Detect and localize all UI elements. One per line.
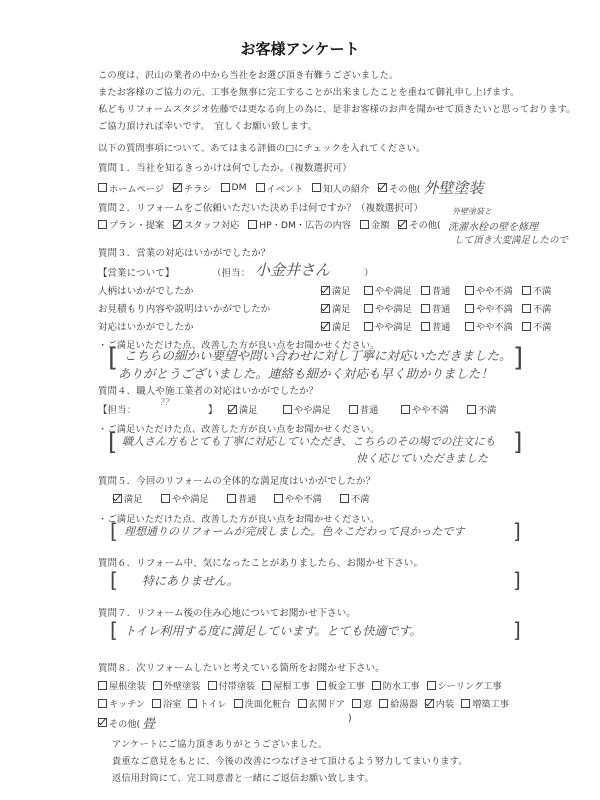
q1-options	[98, 177, 483, 198]
q1-option-event[interactable]: イベント	[256, 181, 304, 195]
q4-comment-line-1[interactable]: 職人さん方もとても丁寧に対応していただき、こちらのその場での注文にも	[122, 435, 496, 448]
checkbox[interactable]	[298, 699, 307, 708]
checkbox[interactable]	[427, 681, 436, 690]
rating-neutral[interactable]: 普通	[227, 491, 274, 505]
q8-option-accessory-paint[interactable]: 付帯塗装	[208, 678, 256, 692]
rating-somewhat-satisfied[interactable]: やや満足	[364, 301, 421, 315]
q5-label: 質問５．今回のリフォームの全体的な満足度はいかがでしたか？	[98, 476, 376, 487]
checkbox[interactable]	[401, 405, 410, 414]
q1-other-text[interactable]: 外壁塗装	[423, 179, 484, 197]
checkbox[interactable]	[465, 304, 474, 313]
rating-dissatisfied[interactable]: 不満	[522, 283, 551, 297]
q8-option-roof-work[interactable]: 屋根工事	[262, 678, 310, 692]
q3-comment-line-2[interactable]: ありがとうございました。連絡も細かく対応も早く助かりました！	[118, 366, 494, 381]
q8-options-row-2	[98, 696, 516, 710]
checkbox-checked[interactable]	[173, 220, 182, 229]
rating-somewhat-satisfied[interactable]: やや満足	[161, 491, 227, 505]
checkbox[interactable]	[364, 286, 373, 295]
checkbox-checked[interactable]	[321, 286, 330, 295]
q3-row-estimate-label: お見積もり内容や説明はいかがでしたか	[98, 304, 271, 315]
rating-satisfied[interactable]: 満足	[321, 319, 364, 333]
bracket-open: [	[110, 568, 118, 592]
checkbox[interactable]	[360, 220, 369, 229]
checkbox[interactable]	[317, 681, 326, 690]
checkbox[interactable]	[208, 681, 217, 690]
q2-other-text-3[interactable]: して頂き大変満足したので	[454, 235, 569, 246]
q6-comment[interactable]: 特にありません。	[142, 574, 239, 588]
checkbox[interactable]	[98, 220, 107, 229]
checkbox[interactable]	[522, 304, 531, 313]
checkbox[interactable]	[262, 681, 271, 690]
checkbox-checked[interactable]	[113, 494, 122, 503]
checkbox[interactable]	[188, 699, 197, 708]
q2-option-other[interactable]: その他(	[398, 217, 440, 231]
checkbox[interactable]	[379, 699, 388, 708]
q2-option-plan[interactable]: プラン・提案	[98, 217, 164, 231]
rating-neutral[interactable]: 普通	[421, 283, 465, 297]
bracket-close: ]	[513, 618, 521, 642]
rating-somewhat-dissatisfied[interactable]: やや不満	[401, 402, 467, 416]
q8-options-row-1	[98, 678, 509, 692]
bracket-close: ]	[513, 428, 523, 456]
rating-somewhat-dissatisfied[interactable]: やや不満	[274, 491, 340, 505]
rating-dissatisfied[interactable]: 不満	[467, 402, 496, 416]
q7-comment[interactable]: トイレ利用する度に満足しています。とても快適です。	[124, 624, 422, 638]
intro-line-2: またお客様のご協力の元、工事を無事に完工することが出来ましたことを重ねて御礼申し上げます。	[98, 87, 520, 98]
q3-label: 質問３．営業の対応はいかがでしたか？	[98, 248, 271, 259]
checkbox[interactable]	[421, 322, 430, 331]
q8-option-water-heater[interactable]: 給湯器	[379, 696, 418, 710]
checkbox-checked[interactable]	[321, 322, 330, 331]
q2-option-staff[interactable]: スタッフ対応	[173, 217, 239, 231]
q8-other-row	[98, 713, 155, 732]
rating-neutral[interactable]: 普通	[421, 319, 465, 333]
q3-row-response-label: 対応はいかがでしたか	[98, 322, 194, 333]
q3-comment-line-1[interactable]: こちらの細かい要望や問い合わせに対し丁寧に対応いただきました。	[124, 348, 512, 363]
q3-row-personality-rating	[321, 283, 551, 297]
checkbox[interactable]	[467, 405, 476, 414]
q8-option-toilet[interactable]: トイレ	[188, 696, 226, 710]
q3-comment-prompt: ・ご満足いただけた点、改善した方が良い点をお聞かせください。	[98, 340, 380, 351]
q1-option-other[interactable]: その他(	[378, 181, 420, 195]
rating-dissatisfied[interactable]: 不満	[522, 319, 551, 333]
rating-somewhat-satisfied[interactable]: やや満足	[364, 283, 421, 297]
intro-line-1: この度は、沢山の業者の中から当社をお選び頂き有難うございました。	[98, 70, 399, 81]
checkbox-checked[interactable]	[425, 699, 434, 708]
q4-staff-name[interactable]: ??	[160, 398, 170, 408]
rating-satisfied[interactable]: 満足	[228, 402, 283, 416]
intro-line-4: ご協力頂ければ幸いです。 宜しくお願い致します。	[98, 121, 318, 132]
checkbox[interactable]	[364, 322, 373, 331]
q2-other-text-1[interactable]: 外壁塗装と	[452, 207, 492, 216]
q1-option-flyer[interactable]: チラシ	[173, 181, 212, 195]
q4-label: 質問４．職人や施工業者の対応はいかがでしたか？	[98, 386, 319, 397]
bracket-open: [	[110, 618, 118, 642]
q5-comment[interactable]: 理想通りのリフォームが完成しました。色々こだわって良かったです	[124, 525, 465, 538]
rating-dissatisfied[interactable]: 不満	[340, 491, 369, 505]
q4-comment-prompt: ・ご満足いただけた点、改善した方が良い点をお聞かせください。	[98, 424, 380, 435]
checkbox[interactable]	[349, 405, 358, 414]
q8-option-extension[interactable]: 増築工事	[461, 696, 509, 710]
checkbox[interactable]	[274, 494, 283, 503]
q3-staff-name[interactable]: 小金井さん	[255, 261, 331, 279]
bracket-close: ]	[513, 343, 524, 373]
q5-rating	[113, 491, 369, 505]
checkbox[interactable]	[227, 494, 236, 503]
checkbox[interactable]	[522, 322, 531, 331]
q1-option-homepage[interactable]: ホームページ	[98, 181, 164, 195]
q3-row-response-rating	[321, 319, 551, 333]
q2-label: 質問２．リフォームをご依頼いただいた決め手は何ですか？（複数選択可）	[98, 203, 424, 214]
checkbox[interactable]	[256, 183, 265, 192]
checkbox[interactable]	[461, 699, 470, 708]
bracket-open: [	[110, 519, 118, 543]
checkbox[interactable]	[421, 286, 430, 295]
q1-option-dm[interactable]: DM	[221, 182, 247, 193]
survey-title: お客様アンケート	[240, 40, 360, 58]
q8-other-close: )	[348, 713, 352, 724]
q4-staff-close: 】	[208, 405, 218, 416]
bracket-close: ]	[513, 568, 521, 592]
bracket-open: [	[108, 343, 119, 373]
q6-label: 質問６．リフォーム中、気になったことがありましたら、お聞かせ下さい。	[98, 558, 424, 569]
checkbox[interactable]	[98, 183, 107, 192]
q8-option-sheet-metal[interactable]: 板金工事	[317, 678, 365, 692]
checkbox[interactable]	[340, 494, 349, 503]
q8-other-text[interactable]: 畳	[142, 717, 156, 732]
closing-line-2: 貴重なご意見をもとに、今後の改善につなげさせて頂けるよう努力してまいります。	[112, 756, 468, 767]
checkbox-checked[interactable]	[398, 220, 407, 229]
checkbox[interactable]	[465, 286, 474, 295]
checkbox[interactable]	[153, 681, 162, 690]
checkbox-checked[interactable]	[228, 405, 237, 414]
rating-somewhat-dissatisfied[interactable]: やや不満	[465, 301, 522, 315]
q8-option-waterproof[interactable]: 防水工事	[372, 678, 420, 692]
intro-line-3: 私どもリフォームスタジオ佐藤では更なる向上の為に、是非お客様のお声を聞かせて頂きたいと思っております。	[98, 104, 576, 115]
checkbox-checked[interactable]	[173, 183, 182, 192]
q2-option-hp-dm-ad[interactable]: HP・DM・広告の内容	[248, 217, 351, 231]
q8-option-roof-paint[interactable]: 屋根塗装	[98, 678, 146, 692]
checkbox[interactable]	[98, 699, 107, 708]
checkbox[interactable]	[522, 286, 531, 295]
checkbox-checked[interactable]	[321, 304, 330, 313]
q1-label: 質問１．当社を知るきっかけは何でしたか。（複数選択可）	[98, 163, 352, 174]
rating-neutral[interactable]: 普通	[349, 402, 401, 416]
q2-option-price[interactable]: 金額	[360, 217, 389, 231]
checkbox-checked[interactable]	[378, 183, 387, 192]
checkbox[interactable]	[372, 681, 381, 690]
q4-rating	[228, 402, 496, 416]
rating-neutral[interactable]: 普通	[421, 301, 465, 315]
checkbox[interactable]	[312, 183, 321, 192]
rating-somewhat-dissatisfied[interactable]: やや不満	[465, 319, 522, 333]
checkbox-checked[interactable]	[98, 718, 107, 727]
q8-option-interior[interactable]: 内装	[425, 696, 454, 710]
checkbox[interactable]	[248, 220, 257, 229]
checkbox[interactable]	[221, 183, 230, 192]
rating-somewhat-dissatisfied[interactable]: やや不満	[465, 283, 522, 297]
rating-satisfied[interactable]: 満足	[321, 301, 364, 315]
rating-satisfied[interactable]: 満足	[113, 491, 161, 505]
checkbox[interactable]	[98, 681, 107, 690]
rating-dissatisfied[interactable]: 不満	[522, 301, 551, 315]
instruction: 以下の質問事項について、あてはまる評価の□にチェックを入れてください。	[98, 143, 426, 154]
q1-option-referral[interactable]: 知人の紹介	[312, 181, 369, 195]
q3-section-label: 【営業について】	[98, 268, 175, 279]
closing-line-1: アンケートにご協力頂きありがとうございました。	[112, 739, 328, 750]
checkbox[interactable]	[421, 304, 430, 313]
q4-staff-label: 【担当：	[98, 405, 137, 416]
closing-line-3: 返信用封筒にて、完工同意書と一緒にご返信お願い致します。	[112, 773, 374, 784]
rating-somewhat-satisfied[interactable]: やや満足	[283, 402, 349, 416]
q8-option-kitchen[interactable]: キッチン	[98, 696, 145, 710]
checkbox[interactable]	[152, 699, 161, 708]
q5-comment-prompt: ・ご満足いただけた点、改善した方が良い点をお聞かせください。	[98, 514, 380, 525]
q8-option-window[interactable]: 窓	[352, 696, 372, 710]
q8-option-sealing[interactable]: シーリング工事	[427, 678, 502, 692]
rating-somewhat-satisfied[interactable]: やや満足	[364, 319, 421, 333]
checkbox[interactable]	[161, 494, 170, 503]
q3-staff-close: ）	[364, 268, 374, 279]
q3-staff-label: （担当：	[212, 268, 251, 279]
q3-row-personality-label: 人柄はいかがでしたか	[98, 286, 194, 297]
q2-options	[98, 217, 450, 231]
q3-row-estimate-rating	[321, 301, 551, 315]
checkbox[interactable]	[352, 699, 361, 708]
q2-other-text-2[interactable]: 洗濯水栓の壁を修理	[448, 222, 538, 233]
checkbox[interactable]	[234, 699, 243, 708]
bracket-open: [	[108, 428, 118, 456]
rating-satisfied[interactable]: 満足	[321, 283, 364, 297]
checkbox[interactable]	[465, 322, 474, 331]
q4-comment-line-2[interactable]: 快く応じていただきました	[356, 452, 488, 465]
q8-option-bathroom[interactable]: 浴室	[152, 696, 181, 710]
bracket-close: ]	[513, 519, 521, 543]
checkbox[interactable]	[283, 405, 292, 414]
checkbox[interactable]	[364, 304, 373, 313]
q8-option-vanity[interactable]: 洗面化粧台	[234, 696, 291, 710]
q7-label: 質問７．リフォーム後の住み心地についてお聞かせ下さい。	[98, 608, 356, 619]
q8-option-entrance-door[interactable]: 玄関ドア	[298, 696, 345, 710]
q8-option-wall-paint[interactable]: 外壁塗装	[153, 678, 201, 692]
q8-option-other[interactable]: その他(	[98, 716, 140, 730]
q8-label: 質問８．次リフォームしたいと考えている箇所をお聞かせ下さい。	[98, 663, 385, 674]
